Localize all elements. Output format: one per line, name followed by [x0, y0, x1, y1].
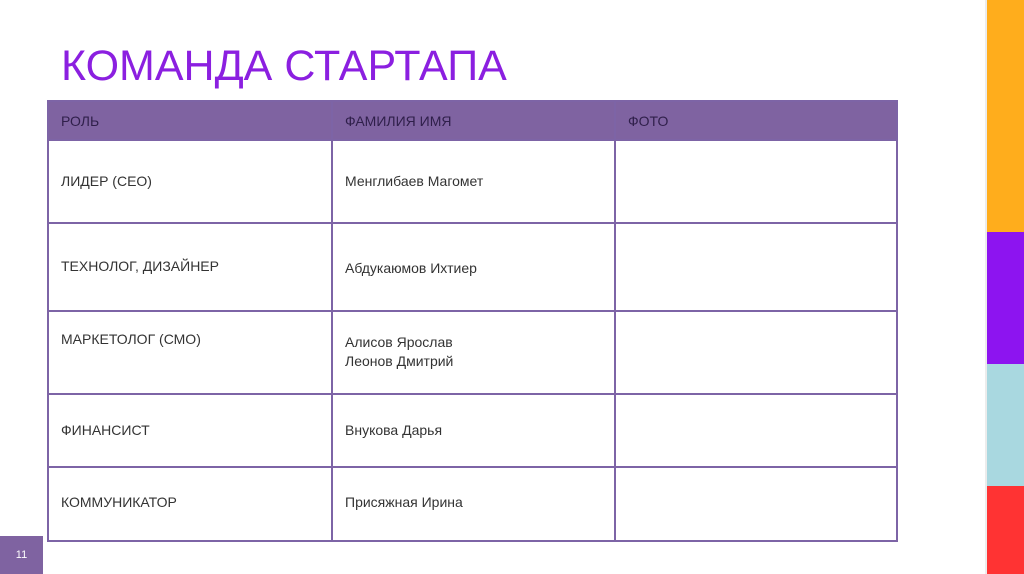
name-cell [332, 394, 615, 467]
header-photo: ФОТО [615, 101, 897, 140]
role-text: ТЕХНОЛОГ, ДИЗАЙНЕР [61, 258, 219, 274]
photo-cell [615, 223, 897, 311]
role-cell [48, 394, 332, 467]
accent-bar-purple [987, 232, 1024, 364]
role-cell [48, 467, 332, 541]
name-cell [332, 311, 615, 394]
name-text: Внукова Дарья [345, 422, 443, 438]
role-cell [48, 140, 332, 223]
role-cell [48, 223, 332, 311]
page-number: 11 [0, 536, 43, 574]
photo-cell [615, 140, 897, 223]
photo-cell [615, 467, 897, 541]
role-cell [48, 311, 332, 394]
table-row [48, 140, 897, 223]
name-cell [332, 467, 615, 541]
accent-bar-light-blue [987, 364, 1024, 486]
role-text: ЛИДЕР (СЕО) [61, 173, 152, 189]
accent-bar-red [987, 486, 1024, 574]
header-name: ФАМИЛИЯ ИМЯ [332, 101, 615, 140]
slide-title: КОМАНДА СТАРТАПА [61, 42, 507, 90]
accent-bar-orange [987, 0, 1024, 232]
header-role: РОЛЬ [48, 101, 332, 140]
name-text: Абдукаюмов Ихтиер [345, 260, 477, 276]
name-text: Присяжная Ирина [345, 494, 463, 510]
table-row [48, 223, 897, 311]
table-row [48, 394, 897, 467]
table-header-row [48, 101, 897, 140]
name-text: Алисов Ярослав Леонов Дмитрий [345, 334, 454, 369]
role-text: МАРКЕТОЛОГ (СМО) [61, 331, 201, 347]
table-row [48, 311, 897, 394]
role-text: ФИНАНСИСТ [61, 422, 150, 438]
team-table [47, 100, 898, 542]
name-cell [332, 140, 615, 223]
role-text: КОММУНИКАТОР [61, 494, 177, 510]
photo-cell [615, 311, 897, 394]
name-text: Менглибаев Магомет [345, 173, 484, 189]
photo-cell [615, 394, 897, 467]
table-row [48, 467, 897, 541]
name-cell [332, 223, 615, 311]
